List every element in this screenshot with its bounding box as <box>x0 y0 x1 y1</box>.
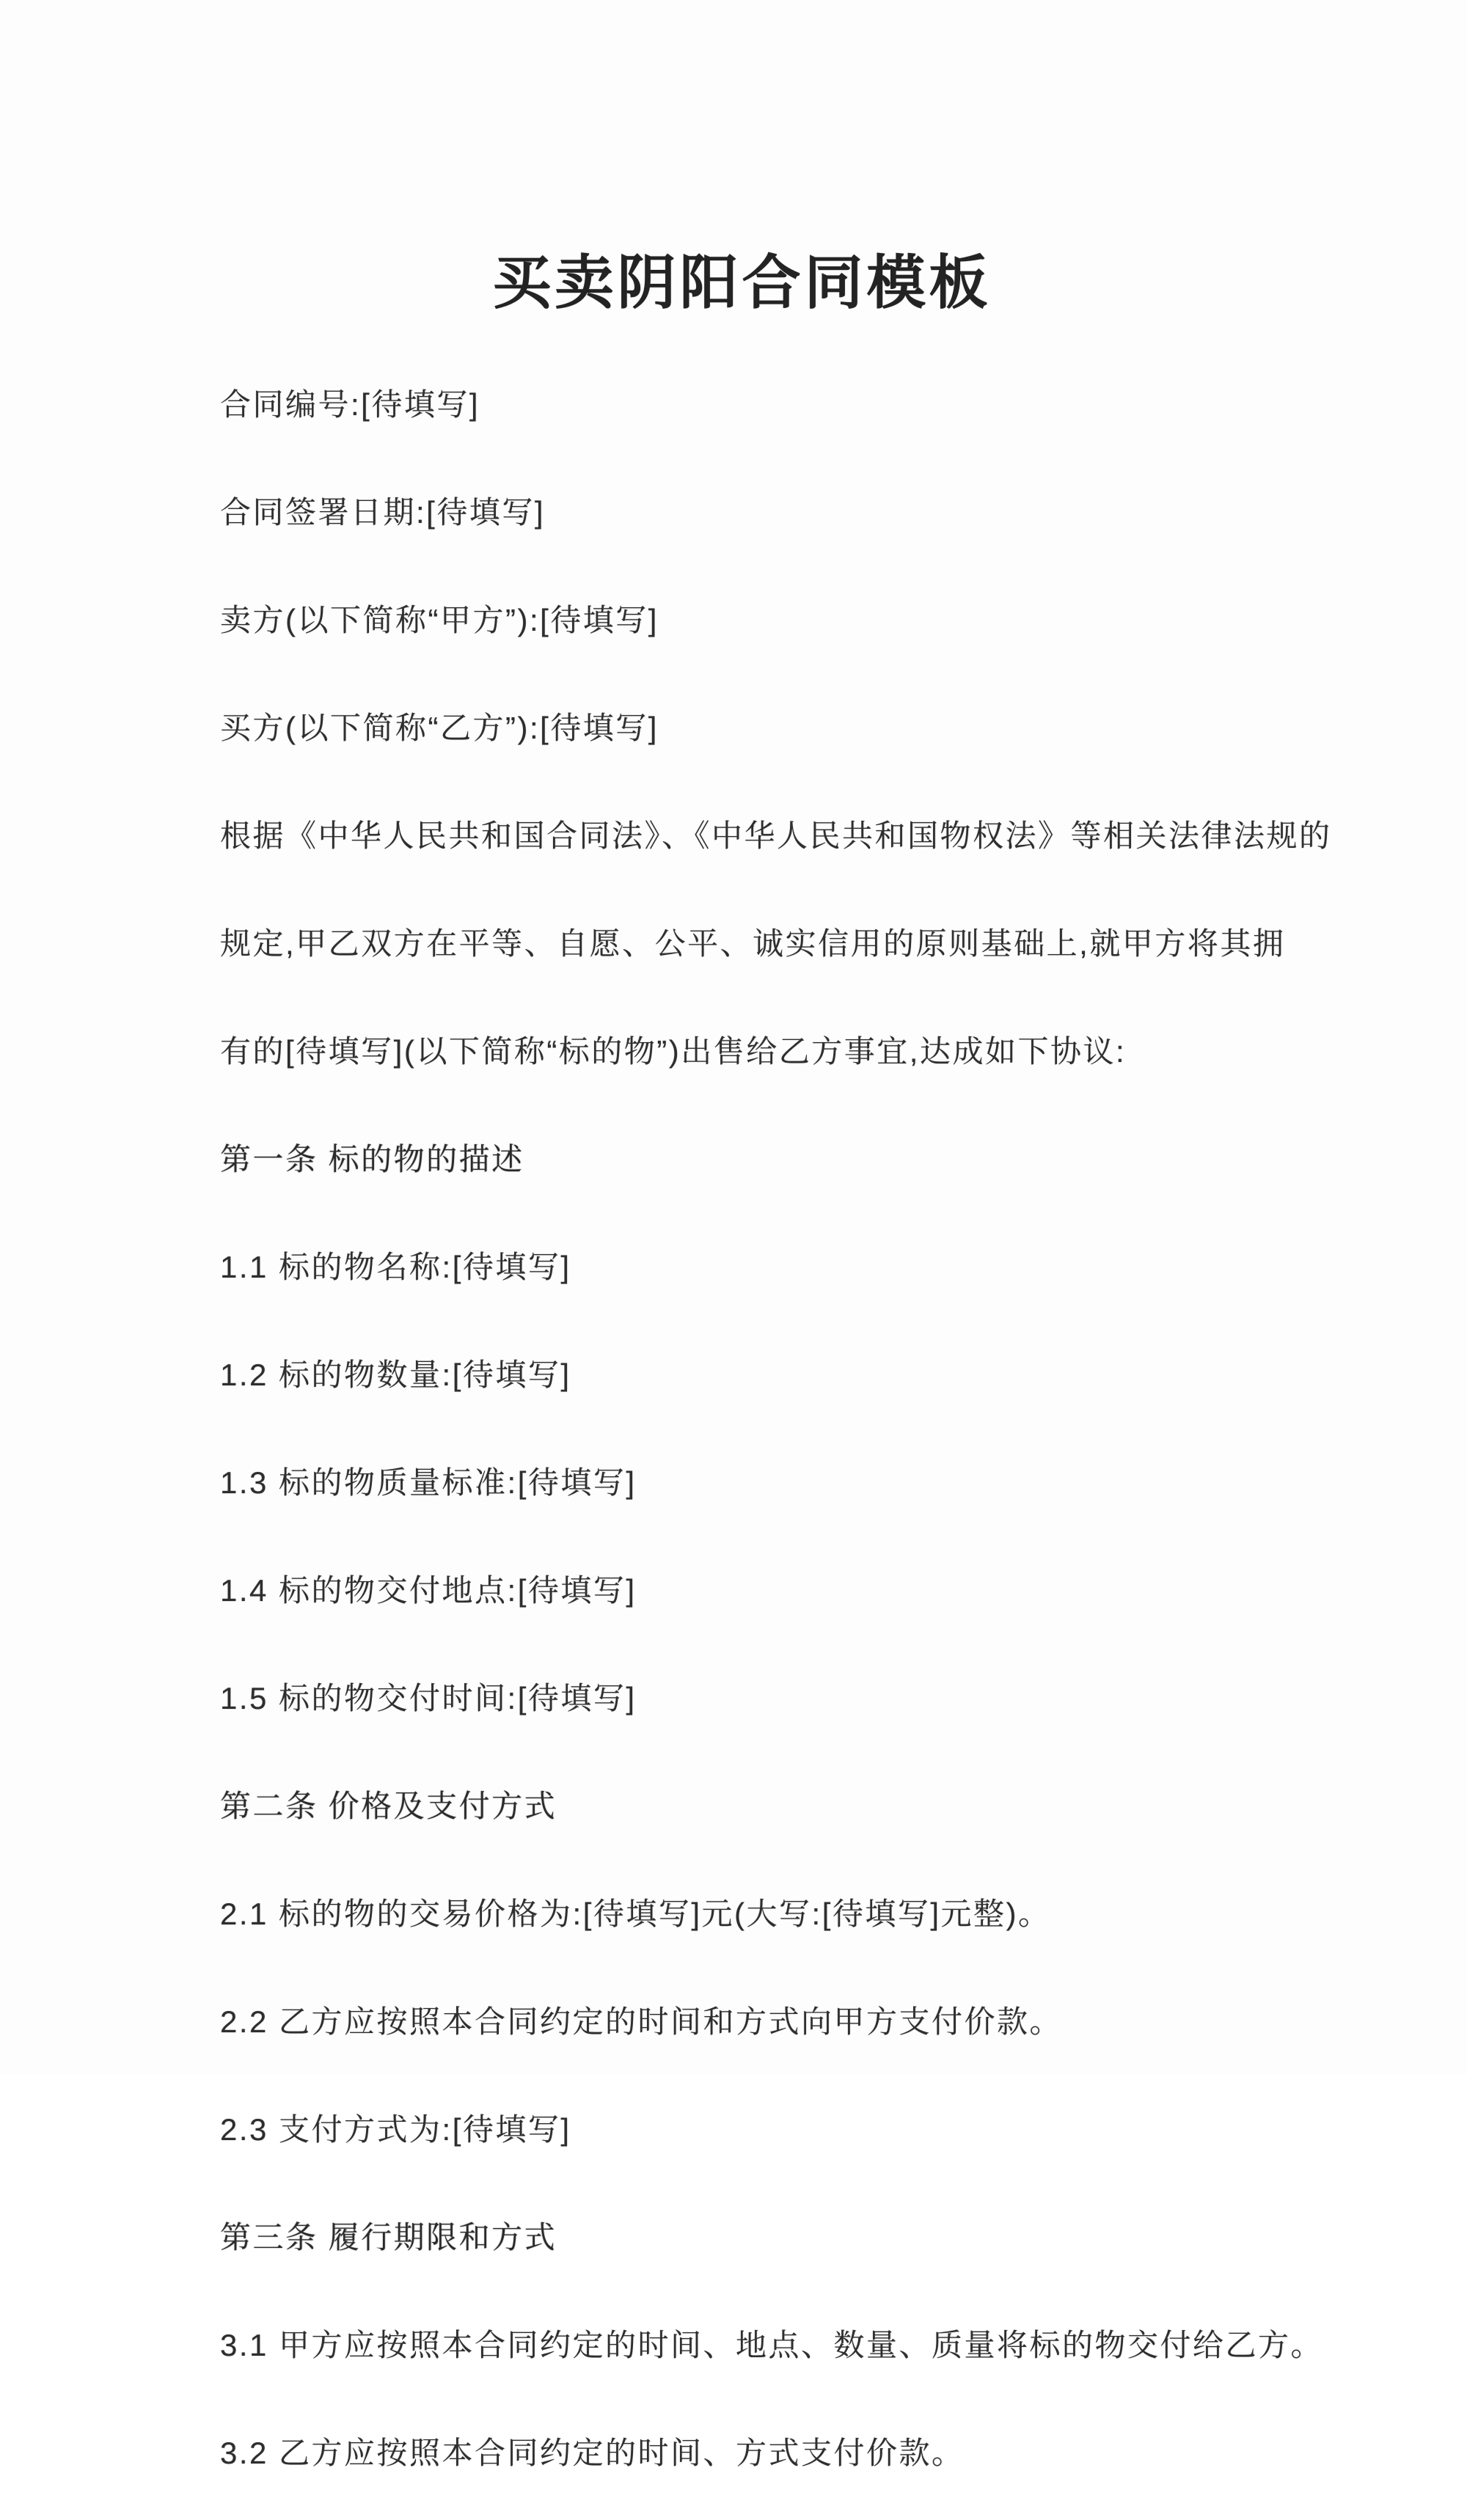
section-1-heading: 第一条 标的物的描述 <box>220 1141 524 1176</box>
clause-1-4: 1.4 标的物交付地点:[待填写] <box>220 1572 637 1608</box>
preamble-line: 根据《中华人民共和国合同法》、《中华人民共和国物权法》等相关法律法规的 <box>220 818 1332 853</box>
document-body <box>220 364 1332 2489</box>
preamble-line: 有的[待填写](以下简称“标的物”)出售给乙方事宜,达成如下协议: <box>220 1033 1127 1069</box>
meta-line-buyer: 买方(以下简称“乙方”):[待填写] <box>220 710 659 745</box>
meta-line-contract-number: 合同编号:[待填写] <box>220 387 480 422</box>
clause-2-1: 2.1 标的物的交易价格为:[待填写]元(大写:[待填写]元整)。 <box>220 1896 1051 1931</box>
clause-2-3: 2.3 支付方式为:[待填写] <box>220 2111 571 2147</box>
clause-2-2: 2.2 乙方应按照本合同约定的时间和方式向甲方支付价款。 <box>220 2004 1063 2039</box>
preamble-line: 规定,甲乙双方在平等、自愿、公平、诚实信用的原则基础上,就甲方将其拥 <box>220 926 1286 961</box>
clause-1-2: 1.2 标的物数量:[待填写] <box>220 1357 571 1392</box>
clause-1-3: 1.3 标的物质量标准:[待填写] <box>220 1465 637 1500</box>
document-title: 买卖阴阳合同模板 <box>492 250 992 315</box>
meta-line-seller: 卖方(以下简称“甲方”):[待填写] <box>220 602 659 637</box>
clause-3-1: 3.1 甲方应按照本合同约定的时间、地点、数量、质量将标的物交付给乙方。 <box>220 2327 1324 2362</box>
clause-1-5: 1.5 标的物交付时间:[待填写] <box>220 1680 637 1715</box>
document-content <box>220 0 1332 2520</box>
section-2-heading: 第二条 价格及支付方式 <box>220 1788 557 1823</box>
clause-1-1: 1.1 标的物名称:[待填写] <box>220 1249 571 1284</box>
clause-3-2: 3.2 乙方应按照本合同约定的时间、方式支付价款。 <box>220 2435 965 2470</box>
meta-line-signing-date: 合同签署日期:[待填写] <box>220 494 546 530</box>
section-3-heading: 第三条 履行期限和方式 <box>220 2219 557 2255</box>
